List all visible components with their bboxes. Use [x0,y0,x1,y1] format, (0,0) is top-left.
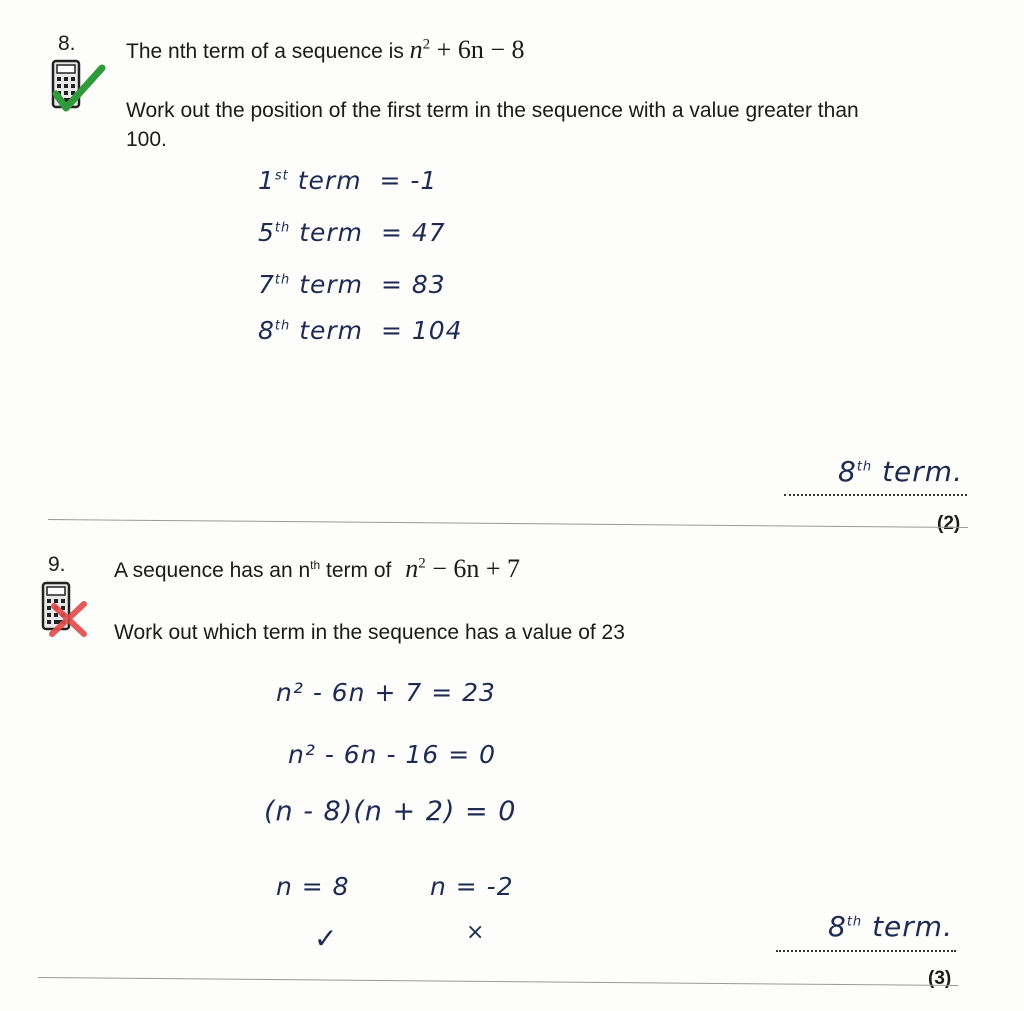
q9-root-right-cross: × [466,920,486,945]
q9-answer-line [776,950,956,952]
calculator-cross-icon [40,580,96,636]
question-separator-2 [38,977,958,986]
q9-working-line-2: n² - 6n - 16 = 0 [288,740,497,769]
question-separator-1 [48,519,968,528]
question-8-stem [126,35,525,65]
question-9-stem-sup: th [310,558,321,572]
q8-marks: (2) [937,513,961,534]
q9-working-line-1: n² - 6n + 7 = 23 [276,678,496,707]
question-9-stem [114,554,520,584]
q9-answer: 8th term. [828,910,953,943]
q9-root-right: n = -2 [430,872,514,901]
q8-working-line-4: 8th term = 104 [258,316,463,345]
calculator-tick-icon [50,58,106,114]
q9-working-line-3: (n - 8)(n + 2) = 0 [264,796,517,827]
question-8-stem-text: The nth term of a sequence is [126,40,404,63]
q9-marks: (3) [928,968,952,989]
question-9-expression [405,554,520,583]
question-8-expr-rest: + 6n − 8 [430,35,525,64]
q8-working-line-2: 5th term = 47 [258,218,446,247]
question-9-expr-base: n [405,554,419,583]
question-8-expr-exponent: 2 [422,36,431,53]
question-9-expr-exponent: 2 [418,555,426,572]
question-9-number: 9. [48,553,66,576]
question-9-stem-b: term of [320,559,392,582]
question-9-expr-rest: − 6n + 7 [425,554,521,583]
q8-working-line-3: 7th term = 83 [258,270,446,299]
question-9-instruction: Work out which term in the sequence has a value of 23 [114,621,625,644]
q8-answer-line [784,494,967,496]
q9-root-left: n = 8 [276,872,350,901]
question-8-number: 8. [58,32,76,55]
question-8-expr-base: n [409,35,423,64]
question-8-instruction-line2: 100. [126,128,167,151]
q8-working-line-1: 1st term = -1 [258,166,438,195]
q9-root-left-tick: ✓ [314,922,339,955]
q8-answer: 8th term. [838,455,963,488]
question-9-stem-a: A sequence has an n [114,559,311,582]
question-8-instruction-line1: Work out the position of the first term in the sequence with a value greater than [126,99,859,122]
question-8-expression [410,35,525,64]
